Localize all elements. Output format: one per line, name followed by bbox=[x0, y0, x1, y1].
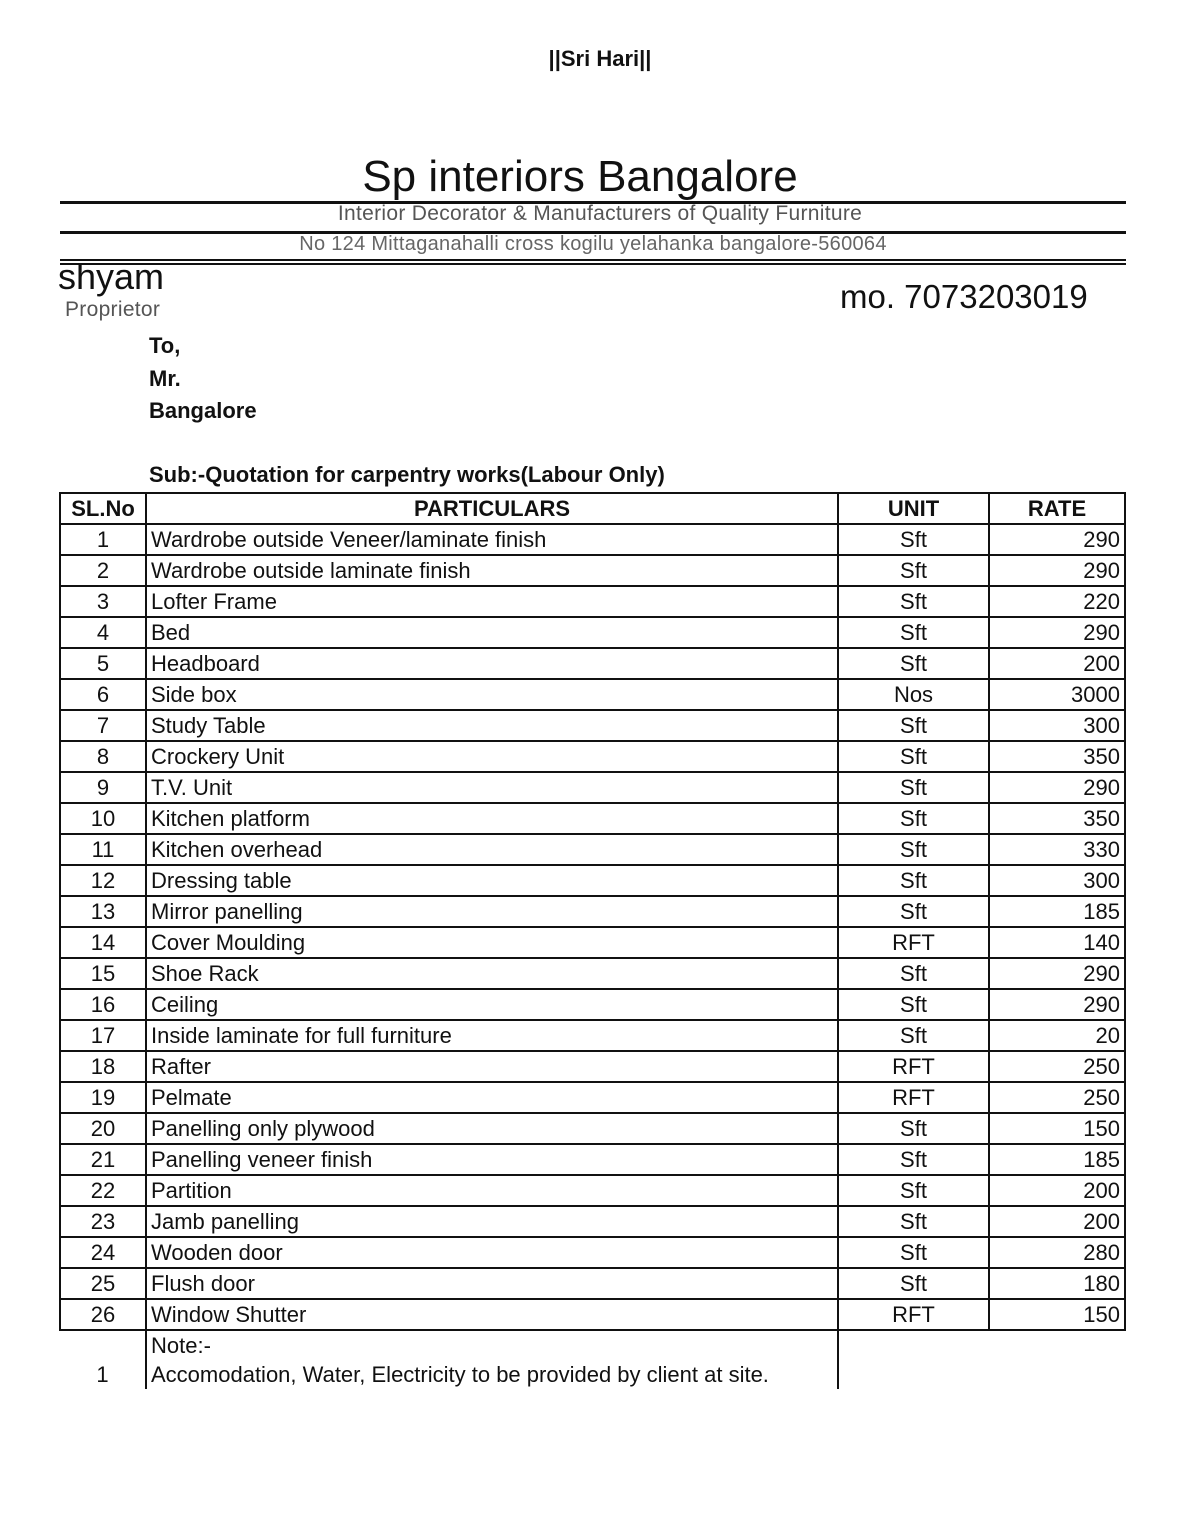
table-row bbox=[60, 1113, 1125, 1144]
row-particulars: Wooden door bbox=[146, 1237, 838, 1268]
row-unit: Sft bbox=[838, 710, 989, 741]
table-row bbox=[60, 1237, 1125, 1268]
quotation-table bbox=[59, 492, 1126, 1389]
row-unit: Nos bbox=[838, 679, 989, 710]
row-unit: Sft bbox=[838, 648, 989, 679]
row-unit: Sft bbox=[838, 1113, 989, 1144]
header-sl-no: SL.No bbox=[60, 493, 146, 524]
table-row bbox=[60, 1082, 1125, 1113]
row-particulars: Window Shutter bbox=[146, 1299, 838, 1330]
row-unit: Sft bbox=[838, 772, 989, 803]
row-particulars: Headboard bbox=[146, 648, 838, 679]
row-sl-no: 15 bbox=[60, 958, 146, 989]
row-rate: 185 bbox=[989, 1144, 1125, 1175]
row-unit: RFT bbox=[838, 927, 989, 958]
row-sl-no: 16 bbox=[60, 989, 146, 1020]
note-label-unit bbox=[838, 1330, 989, 1360]
row-rate: 290 bbox=[989, 958, 1125, 989]
row-sl-no: 5 bbox=[60, 648, 146, 679]
row-particulars: Wardrobe outside Veneer/laminate finish bbox=[146, 524, 838, 555]
row-particulars: Side box bbox=[146, 679, 838, 710]
table-row bbox=[60, 555, 1125, 586]
row-rate: 290 bbox=[989, 555, 1125, 586]
row-unit: Sft bbox=[838, 586, 989, 617]
row-particulars: Kitchen overhead bbox=[146, 834, 838, 865]
row-particulars: Jamb panelling bbox=[146, 1206, 838, 1237]
row-particulars: Panelling veneer finish bbox=[146, 1144, 838, 1175]
row-rate: 350 bbox=[989, 741, 1125, 772]
table-row bbox=[60, 741, 1125, 772]
row-unit: Sft bbox=[838, 803, 989, 834]
row-rate: 350 bbox=[989, 803, 1125, 834]
row-sl-no: 21 bbox=[60, 1144, 146, 1175]
row-particulars: Rafter bbox=[146, 1051, 838, 1082]
table-row bbox=[60, 865, 1125, 896]
row-sl-no: 17 bbox=[60, 1020, 146, 1051]
row-sl-no: 14 bbox=[60, 927, 146, 958]
row-rate: 290 bbox=[989, 524, 1125, 555]
table-row bbox=[60, 1299, 1125, 1330]
row-sl-no: 23 bbox=[60, 1206, 146, 1237]
row-particulars: Dressing table bbox=[146, 865, 838, 896]
table-row bbox=[60, 1268, 1125, 1299]
row-sl-no: 11 bbox=[60, 834, 146, 865]
row-particulars: Mirror panelling bbox=[146, 896, 838, 927]
row-rate: 290 bbox=[989, 772, 1125, 803]
recipient-to: To, bbox=[149, 333, 181, 358]
row-particulars: Kitchen platform bbox=[146, 803, 838, 834]
row-rate: 220 bbox=[989, 586, 1125, 617]
row-particulars: Lofter Frame bbox=[146, 586, 838, 617]
row-particulars: Flush door bbox=[146, 1268, 838, 1299]
row-particulars: Study Table bbox=[146, 710, 838, 741]
row-sl-no: 3 bbox=[60, 586, 146, 617]
note-text: Accomodation, Water, Electricity to be provided by client at site. bbox=[146, 1360, 838, 1389]
row-unit: Sft bbox=[838, 524, 989, 555]
row-particulars: Shoe Rack bbox=[146, 958, 838, 989]
row-particulars: T.V. Unit bbox=[146, 772, 838, 803]
table-row bbox=[60, 896, 1125, 927]
table-row bbox=[60, 586, 1125, 617]
table-row bbox=[60, 524, 1125, 555]
recipient-name: Mr. bbox=[149, 366, 181, 391]
row-sl-no: 4 bbox=[60, 617, 146, 648]
row-rate: 290 bbox=[989, 617, 1125, 648]
note-row bbox=[60, 1360, 1125, 1389]
row-rate: 200 bbox=[989, 1175, 1125, 1206]
row-unit: Sft bbox=[838, 1144, 989, 1175]
row-unit: Sft bbox=[838, 741, 989, 772]
table-row bbox=[60, 648, 1125, 679]
row-unit: Sft bbox=[838, 1268, 989, 1299]
recipient-city: Bangalore bbox=[149, 398, 257, 423]
table-row bbox=[60, 803, 1125, 834]
table-row bbox=[60, 989, 1125, 1020]
row-sl-no: 20 bbox=[60, 1113, 146, 1144]
row-unit: Sft bbox=[838, 865, 989, 896]
row-sl-no: 25 bbox=[60, 1268, 146, 1299]
row-sl-no: 22 bbox=[60, 1175, 146, 1206]
row-unit: Sft bbox=[838, 834, 989, 865]
note-label-rate bbox=[989, 1330, 1125, 1360]
row-rate: 280 bbox=[989, 1237, 1125, 1268]
note-label: Note:- bbox=[146, 1330, 838, 1360]
header-unit: UNIT bbox=[838, 493, 989, 524]
row-rate: 330 bbox=[989, 834, 1125, 865]
row-rate: 3000 bbox=[989, 679, 1125, 710]
owner-role: Proprietor bbox=[65, 298, 161, 321]
owner-name: shyam bbox=[58, 256, 165, 297]
table-row bbox=[60, 1051, 1125, 1082]
note-sl: 1 bbox=[60, 1360, 146, 1389]
company-name: Sp interiors Bangalore bbox=[362, 152, 798, 201]
row-rate: 290 bbox=[989, 989, 1125, 1020]
header-rule-bottom-1 bbox=[60, 259, 1126, 261]
row-unit: RFT bbox=[838, 1299, 989, 1330]
row-sl-no: 7 bbox=[60, 710, 146, 741]
row-unit: Sft bbox=[838, 989, 989, 1020]
row-sl-no: 12 bbox=[60, 865, 146, 896]
table-row bbox=[60, 958, 1125, 989]
row-sl-no: 13 bbox=[60, 896, 146, 927]
quotation-subject: Sub:-Quotation for carpentry works(Labour Only) bbox=[149, 462, 665, 487]
table-row bbox=[60, 1020, 1125, 1051]
row-rate: 250 bbox=[989, 1082, 1125, 1113]
row-unit: Sft bbox=[838, 1237, 989, 1268]
row-rate: 185 bbox=[989, 896, 1125, 927]
table-row bbox=[60, 772, 1125, 803]
row-sl-no: 10 bbox=[60, 803, 146, 834]
invocation: ||Sri Hari|| bbox=[548, 46, 652, 71]
row-sl-no: 9 bbox=[60, 772, 146, 803]
row-sl-no: 8 bbox=[60, 741, 146, 772]
row-sl-no: 24 bbox=[60, 1237, 146, 1268]
row-particulars: Cover Moulding bbox=[146, 927, 838, 958]
row-rate: 300 bbox=[989, 710, 1125, 741]
row-rate: 20 bbox=[989, 1020, 1125, 1051]
row-unit: Sft bbox=[838, 896, 989, 927]
row-sl-no: 2 bbox=[60, 555, 146, 586]
row-rate: 200 bbox=[989, 1206, 1125, 1237]
company-address: No 124 Mittaganahalli cross kogilu yelahanka bangalore-560064 bbox=[299, 233, 887, 255]
row-rate: 300 bbox=[989, 865, 1125, 896]
row-sl-no: 18 bbox=[60, 1051, 146, 1082]
row-unit: Sft bbox=[838, 1020, 989, 1051]
row-rate: 150 bbox=[989, 1299, 1125, 1330]
row-unit: Sft bbox=[838, 1206, 989, 1237]
header-rate: RATE bbox=[989, 493, 1125, 524]
row-particulars: Crockery Unit bbox=[146, 741, 838, 772]
note-unit bbox=[838, 1360, 989, 1389]
note-rate bbox=[989, 1360, 1125, 1389]
table-row bbox=[60, 927, 1125, 958]
row-rate: 250 bbox=[989, 1051, 1125, 1082]
row-unit: Sft bbox=[838, 1175, 989, 1206]
mobile-number: mo. 7073203019 bbox=[840, 278, 1088, 315]
table-row bbox=[60, 1206, 1125, 1237]
row-rate: 200 bbox=[989, 648, 1125, 679]
row-unit: RFT bbox=[838, 1051, 989, 1082]
row-unit: Sft bbox=[838, 958, 989, 989]
row-particulars: Pelmate bbox=[146, 1082, 838, 1113]
row-sl-no: 19 bbox=[60, 1082, 146, 1113]
row-rate: 150 bbox=[989, 1113, 1125, 1144]
row-particulars: Ceiling bbox=[146, 989, 838, 1020]
row-unit: RFT bbox=[838, 1082, 989, 1113]
row-rate: 140 bbox=[989, 927, 1125, 958]
table-row bbox=[60, 617, 1125, 648]
row-sl-no: 6 bbox=[60, 679, 146, 710]
row-sl-no: 1 bbox=[60, 524, 146, 555]
row-sl-no: 26 bbox=[60, 1299, 146, 1330]
note-label-row bbox=[60, 1330, 1125, 1360]
table-row bbox=[60, 679, 1125, 710]
row-unit: Sft bbox=[838, 555, 989, 586]
header-particulars: PARTICULARS bbox=[146, 493, 838, 524]
row-particulars: Panelling only plywood bbox=[146, 1113, 838, 1144]
table-row bbox=[60, 834, 1125, 865]
table-row bbox=[60, 710, 1125, 741]
table-row bbox=[60, 1144, 1125, 1175]
row-rate: 180 bbox=[989, 1268, 1125, 1299]
row-particulars: Inside laminate for full furniture bbox=[146, 1020, 838, 1051]
row-particulars: Wardrobe outside laminate finish bbox=[146, 555, 838, 586]
row-particulars: Bed bbox=[146, 617, 838, 648]
row-particulars: Partition bbox=[146, 1175, 838, 1206]
table-row bbox=[60, 1175, 1125, 1206]
table-header-row bbox=[60, 493, 1125, 524]
row-unit: Sft bbox=[838, 617, 989, 648]
note-label-sl bbox=[60, 1330, 146, 1360]
company-tagline: Interior Decorator & Manufacturers of Quality Furniture bbox=[337, 202, 863, 225]
header-rule-bottom-2 bbox=[60, 263, 1126, 265]
